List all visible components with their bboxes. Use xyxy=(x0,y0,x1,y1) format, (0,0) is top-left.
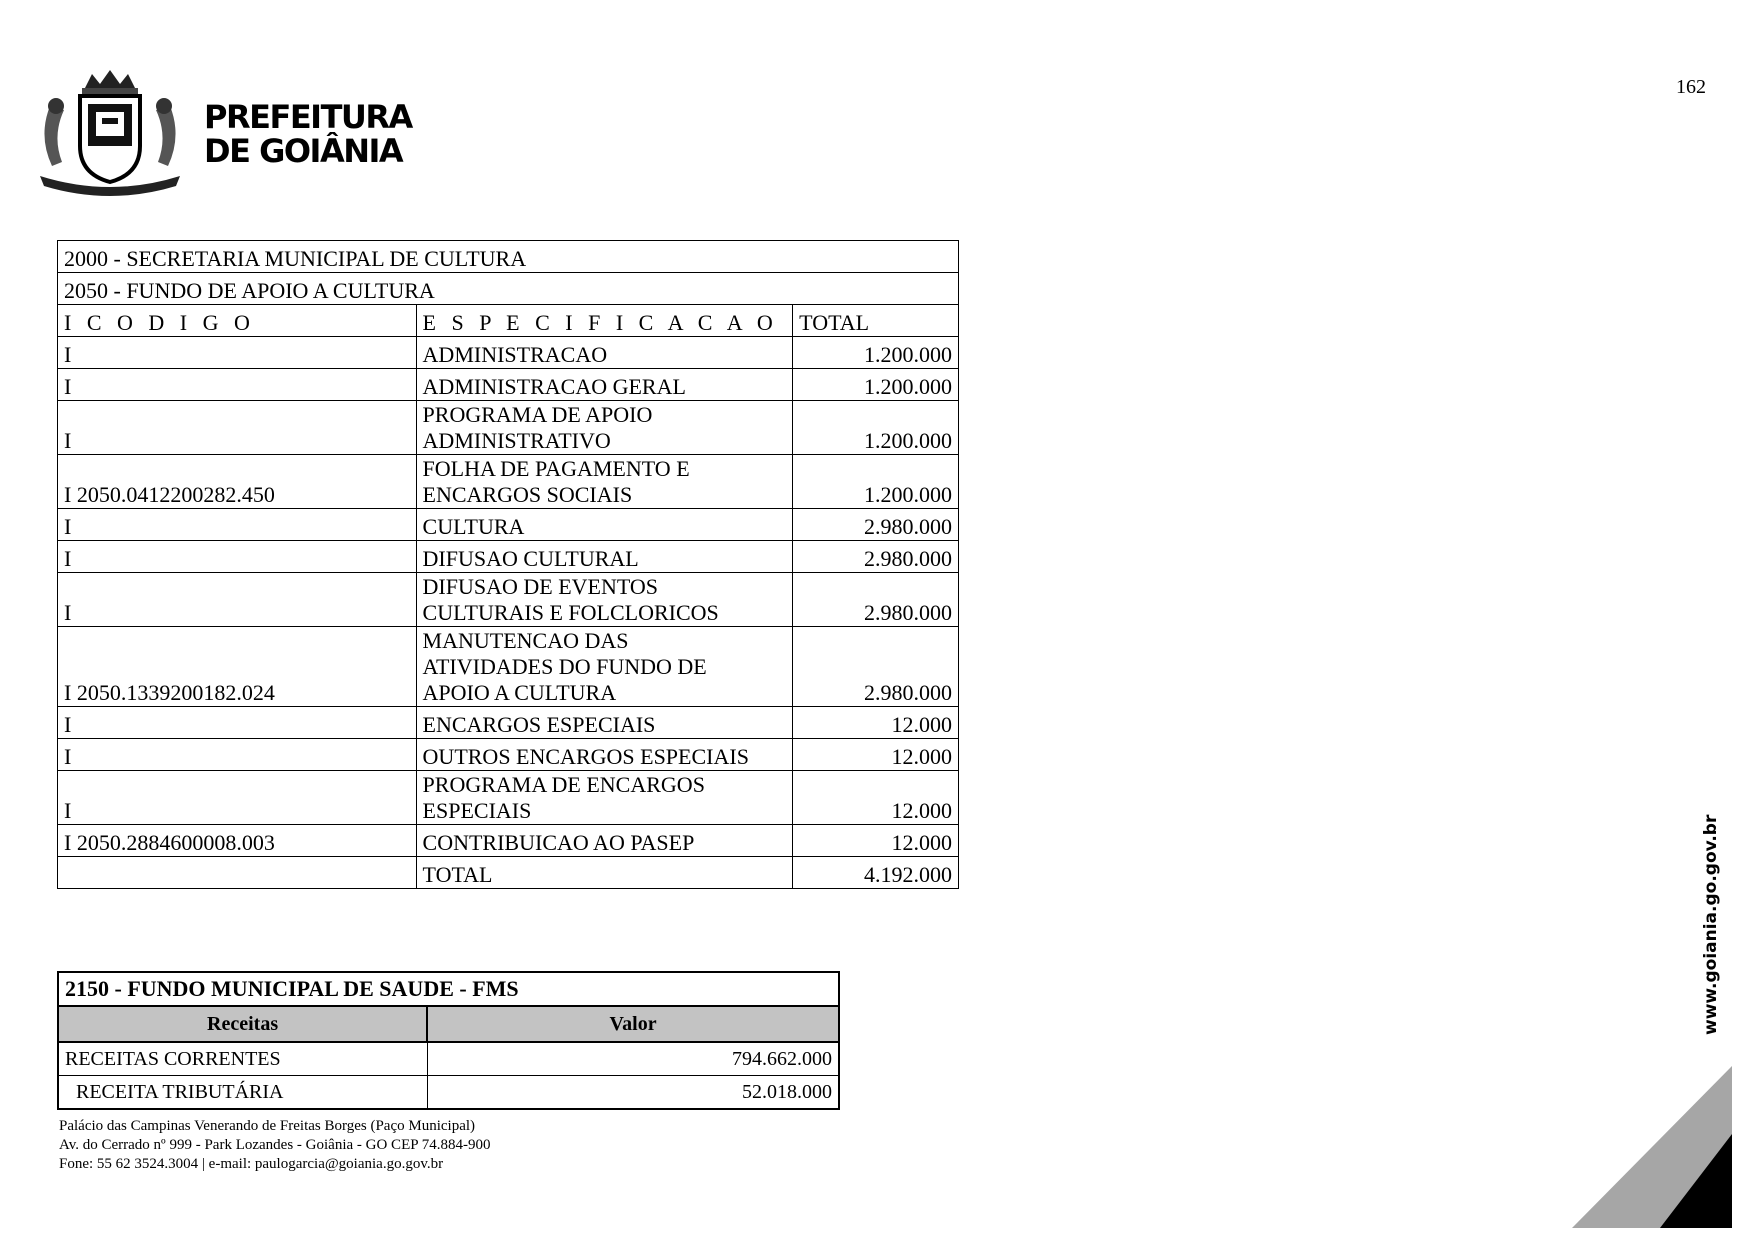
codigo-cell: I xyxy=(58,573,417,627)
city-crest-icon xyxy=(30,66,190,196)
total-cell: 4.192.000 xyxy=(793,857,959,889)
codigo-cell: I xyxy=(58,739,417,771)
receita-label: RECEITAS CORRENTES xyxy=(58,1042,427,1076)
page-number: 162 xyxy=(1676,76,1706,98)
total-cell: 2.980.000 xyxy=(793,509,959,541)
footer-address xyxy=(59,1117,491,1174)
header-total: TOTAL xyxy=(793,305,959,337)
total-cell: 2.980.000 xyxy=(793,541,959,573)
total-row xyxy=(58,857,959,889)
brand-name xyxy=(204,100,412,168)
total-cell: 2.980.000 xyxy=(793,573,959,627)
footer-line-3: Fone: 55 62 3524.3004 | e-mail: paulogarcia@goiania.go.gov.br xyxy=(59,1156,444,1172)
codigo-cell: I xyxy=(58,541,417,573)
codigo-cell: I xyxy=(58,401,417,455)
codigo-cell: I xyxy=(58,509,417,541)
receita-valor: 794.662.000 xyxy=(427,1042,839,1076)
especificacao-cell: ENCARGOS ESPECIAIS xyxy=(416,707,793,739)
total-cell: 1.200.000 xyxy=(793,337,959,369)
codigo-cell: I 2050.1339200182.024 xyxy=(58,627,417,707)
receita-valor: 52.018.000 xyxy=(427,1076,839,1110)
especificacao-cell: OUTROS ENCARGOS ESPECIAIS xyxy=(416,739,793,771)
especificacao-cell: FOLHA DE PAGAMENTO E ENCARGOS SOCIAIS xyxy=(416,455,793,509)
especificacao-cell: MANUTENCAO DAS ATIVIDADES DO FUNDO DE APOIO A CULTURA xyxy=(416,627,793,707)
header xyxy=(30,66,412,196)
header-valor: Valor xyxy=(427,1006,839,1042)
side-url: www.goiania.go.gov.br xyxy=(1701,814,1721,1035)
especificacao-cell: ADMINISTRACAO GERAL xyxy=(416,369,793,401)
fms-table xyxy=(57,971,840,1110)
total-cell: 2.980.000 xyxy=(793,627,959,707)
brand-line-2: DE GOIÂNIA xyxy=(204,132,403,170)
table-row xyxy=(58,401,959,455)
org-title: 2000 - SECRETARIA MUNICIPAL DE CULTURA xyxy=(58,241,959,273)
codigo-cell: I 2050.0412200282.450 xyxy=(58,455,417,509)
table-row xyxy=(58,541,959,573)
table-row xyxy=(58,455,959,509)
total-cell: 12.000 xyxy=(793,739,959,771)
unit-title: 2050 - FUNDO DE APOIO A CULTURA xyxy=(58,273,959,305)
total-cell: 1.200.000 xyxy=(793,369,959,401)
table-row xyxy=(58,739,959,771)
codigo-cell: I xyxy=(58,337,417,369)
especificacao-cell: PROGRAMA DE ENCARGOS ESPECIAIS xyxy=(416,771,793,825)
footer-line-1: Palácio das Campinas Venerando de Freitas Borges (Paço Municipal) xyxy=(59,1118,476,1134)
table-row xyxy=(58,771,959,825)
especificacao-cell: TOTAL xyxy=(416,857,793,889)
brand-line-1: PREFEITURA xyxy=(204,98,412,136)
table-row xyxy=(58,825,959,857)
footer-line-2: Av. do Cerrado nº 999 - Park Lozandes - Goiânia - GO CEP 74.884-900 xyxy=(59,1137,491,1153)
codigo-cell: I xyxy=(58,369,417,401)
table-row xyxy=(58,369,959,401)
total-cell: 1.200.000 xyxy=(793,401,959,455)
corner-triangle-decoration xyxy=(1572,1066,1732,1228)
header-especificacao: E S P E C I F I C A C A O xyxy=(416,305,793,337)
especificacao-cell: CULTURA xyxy=(416,509,793,541)
total-cell: 12.000 xyxy=(793,707,959,739)
total-cell: 12.000 xyxy=(793,825,959,857)
header-receitas: Receitas xyxy=(58,1006,427,1042)
codigo-cell xyxy=(58,857,417,889)
codigo-cell: I xyxy=(58,771,417,825)
total-cell: 1.200.000 xyxy=(793,455,959,509)
especificacao-cell: CONTRIBUICAO AO PASEP xyxy=(416,825,793,857)
especificacao-cell: DIFUSAO CULTURAL xyxy=(416,541,793,573)
header-codigo: I C O D I G O xyxy=(58,305,417,337)
table-row xyxy=(58,627,959,707)
especificacao-cell: ADMINISTRACAO xyxy=(416,337,793,369)
table-row xyxy=(58,707,959,739)
table-row xyxy=(58,1076,839,1110)
budget-table xyxy=(57,240,959,889)
table-row xyxy=(58,1042,839,1076)
receita-label: RECEITA TRIBUTÁRIA xyxy=(58,1076,427,1110)
especificacao-cell: DIFUSAO DE EVENTOS CULTURAIS E FOLCLORICOS xyxy=(416,573,793,627)
table-row xyxy=(58,509,959,541)
codigo-cell: I 2050.2884600008.003 xyxy=(58,825,417,857)
fms-title: 2150 - FUNDO MUNICIPAL DE SAUDE - FMS xyxy=(58,972,839,1006)
total-cell: 12.000 xyxy=(793,771,959,825)
especificacao-cell: PROGRAMA DE APOIO ADMINISTRATIVO xyxy=(416,401,793,455)
table-row xyxy=(58,337,959,369)
table-row xyxy=(58,573,959,627)
codigo-cell: I xyxy=(58,707,417,739)
